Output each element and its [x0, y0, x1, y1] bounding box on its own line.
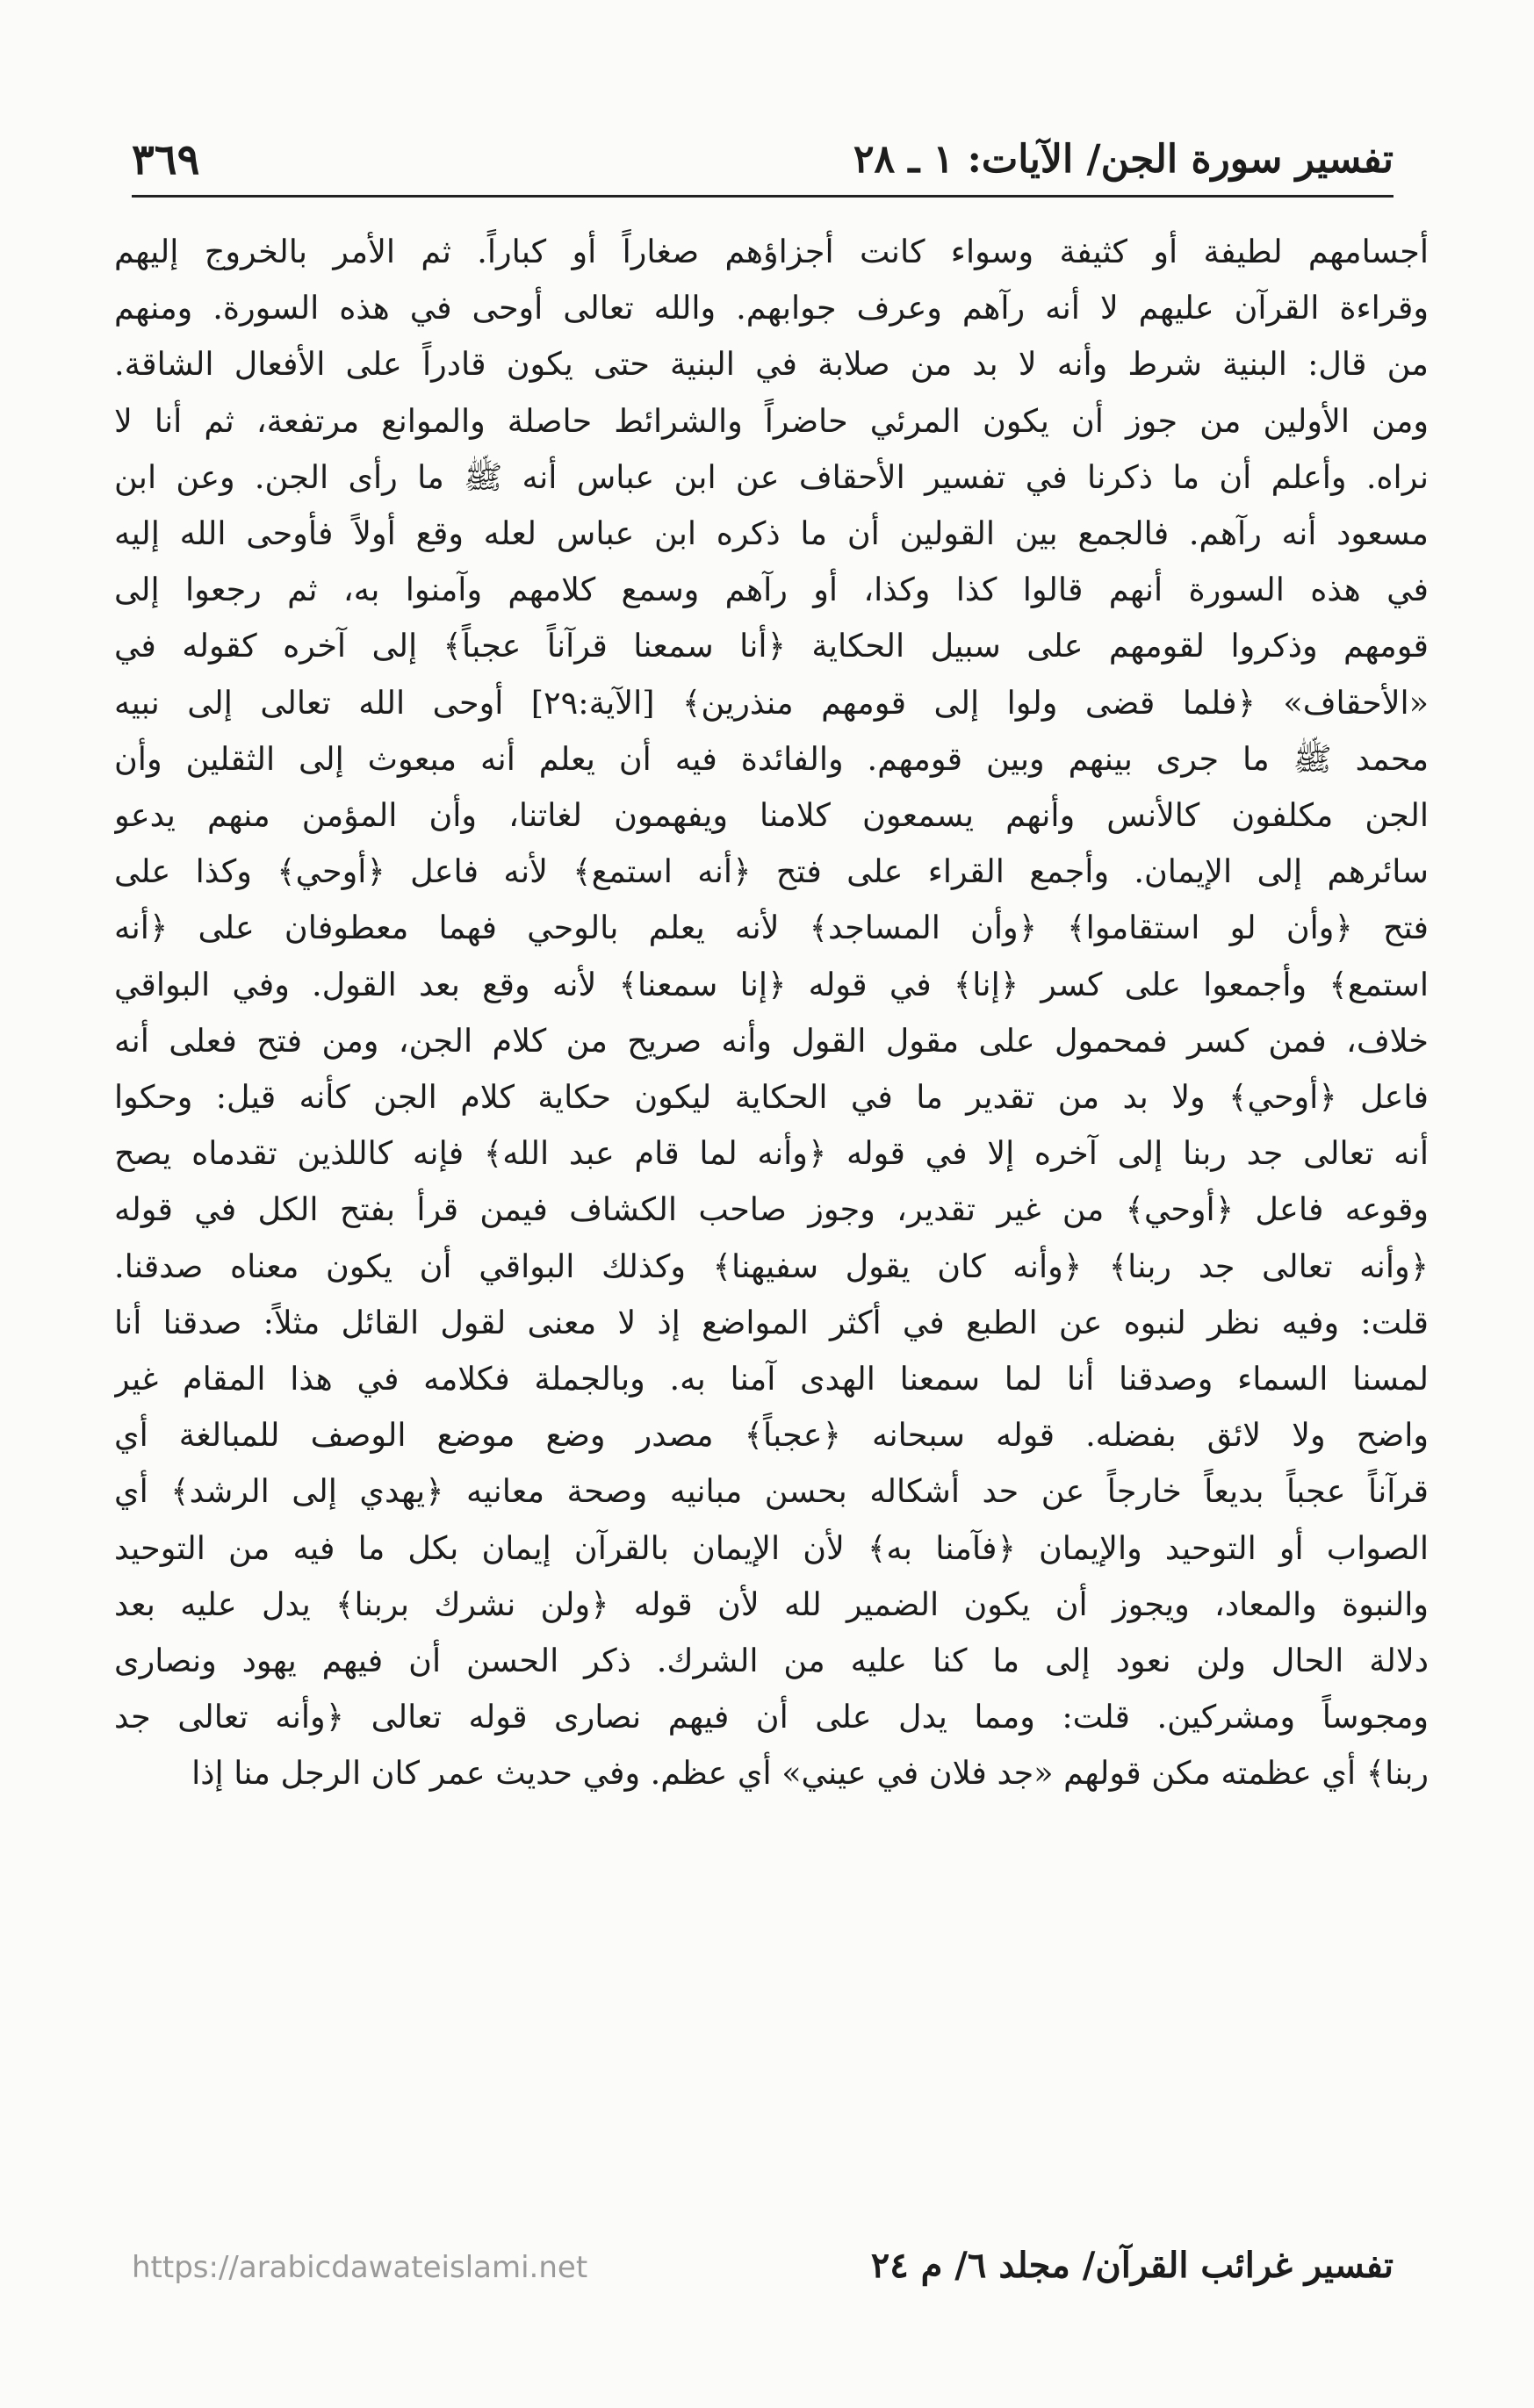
page-footer	[132, 2235, 1394, 2297]
volume-reference: تفسير غرائب القرآن/ مجلد ٦/ م ٢٤	[870, 2245, 1394, 2286]
text-line: ومجوساً ومشركين. قلت: ومما يدل على أن فيهم نصارى قوله تعالى ﴿وأنه تعالى جد	[114, 1698, 1429, 1736]
text-line: دلالة الحال ولن نعود إلى ما كنا عليه من الشرك. ذكر الحسن أن فيهم يهود ونصارى	[114, 1642, 1429, 1680]
text-line: سائرهم إلى الإيمان. وأجمع القراء على فتح ﴿أنه استمع﴾ لأنه فاعل ﴿أوحي﴾ وكذا على	[114, 852, 1429, 891]
running-header	[132, 132, 1394, 198]
text-line: خلاف، فمن كسر فمحمول على مقول القول وأنه صريح من كلام الجن، ومن فتح فعلى أنه	[114, 1021, 1429, 1060]
text-line: «الأحقاف» ﴿فلما قضى ولوا إلى قومهم منذرين﴾ [الآية:٢٩] أوحى الله تعالى إلى نبيه	[114, 683, 1429, 722]
text-line: وقوعه فاعل ﴿أوحي﴾ من غير تقدير، وجوز صاحب الكشاف فيمن قرأ بفتح الكل في قوله	[114, 1190, 1429, 1229]
text-line: قومهم وذكروا لقومهم على سبيل الحكاية ﴿أنا سمعنا قرآناً عجباً﴾ إلى آخره كقوله في	[114, 627, 1429, 665]
text-line: في هذه السورة أنهم قالوا كذا وكذا، أو رآهم وسمع كلامهم وآمنوا به، ثم رجعوا إلى	[114, 571, 1429, 609]
text-line: استمع﴾ وأجمعوا على كسر ﴿إنا﴾ في قوله ﴿إنا سمعنا﴾ لأنه وقع بعد القول. وفي البواقي	[114, 965, 1429, 1003]
text-line: واضح ولا لائق بفضله. قوله سبحانه ﴿عجباً﴾ مصدر وضع موضع الوصف للمبالغة أي	[114, 1416, 1429, 1455]
chapter-title: تفسير سورة الجن/ الآيات: ١ ـ ٢٨	[853, 137, 1394, 182]
page-number: ٣٦٩	[132, 135, 200, 184]
text-line: قلت: وفيه نظر لنبوه عن الطبع في أكثر المواضع إذ لا معنى لقول القائل مثلاً: صدقنا أنا	[114, 1303, 1429, 1341]
text-line: من قال: البنية شرط وأنه لا بد من صلابة في البنية حتى يكون قادراً على الأفعال الشاقة.	[114, 345, 1429, 384]
text-line: لمسنا السماء وصدقنا أنا لما سمعنا الهدى آمنا به. وبالجملة فكلامه في هذا المقام غير	[114, 1360, 1429, 1398]
text-line: الصواب أو التوحيد والإيمان ﴿فآمنا به﴾ لأن الإيمان بالقرآن إيمان بكل ما فيه من التوحيد	[114, 1528, 1429, 1567]
text-line: ﴿وأنه تعالى جد ربنا﴾ ﴿وأنه كان يقول سفيهنا﴾ وكذلك البواقي أن يكون معناه صدقنا.	[114, 1247, 1429, 1285]
text-line: نراه. وأعلم أن ما ذكرنا في تفسير الأحقاف عن ابن عباس أنه ﷺ ما رأى الجن. وعن ابن	[114, 457, 1429, 496]
text-line: قرآناً عجباً بديعاً خارجاً عن حد أشكاله بحسن مبانيه وصحة معانيه ﴿يهدي إلى الرشد﴾ أي	[114, 1472, 1429, 1511]
body-text	[114, 224, 1429, 1802]
text-line: ربنا﴾ أي عظمته مكن قولهم «جد فلان في عيني» أي عظم. وفي حديث عمر كان الرجل منا إذا	[191, 1754, 1429, 1793]
text-line: محمد ﷺ ما جرى بينهم وبين قومهم. والفائدة فيه أن يعلم أنه مبعوث إلى الثقلين وأن	[114, 739, 1429, 778]
text-line: مسعود أنه رآهم. فالجمع بين القولين أن ما ذكره ابن عباس لعله وقع أولاً فأوحى الله إليه	[114, 514, 1429, 553]
text-line: والنبوة والمعاد، ويجوز أن يكون الضمير لله لأن قوله ﴿ولن نشرك بربنا﴾ يدل عليه بعد	[114, 1585, 1429, 1623]
text-line: أنه تعالى جد ربنا إلى آخره إلا في قوله ﴿وأنه لما قام عبد الله﴾ فإنه كاللذين تقدماه يصح	[114, 1134, 1429, 1173]
text-line: فتح ﴿وأن لو استقاموا﴾ ﴿وأن المساجد﴾ لأنه يعلم بالوحي فهما معطوفان على ﴿أنه	[114, 909, 1429, 947]
text-line: ومن الأولين من جوز أن يكون المرئي حاضراً والشرائط حاصلة والموانع مرتفعة، ثم أنا لا	[114, 401, 1429, 440]
text-line: فاعل ﴿أوحي﴾ ولا بد من تقدير ما في الحكاية ليكون حكاية كلام الجن كأنه قيل: وحكوا	[114, 1078, 1429, 1117]
text-line: أجسامهم لطيفة أو كثيفة وسواء كانت أجزاؤهم صغاراً أو كباراً. ثم الأمر بالخروج إليهم	[114, 233, 1429, 270]
source-watermark: https://arabicdawateislami.net	[132, 2250, 588, 2285]
text-line: وقراءة القرآن عليهم لا أنه رآهم وعرف جوابهم. والله تعالى أوحى في هذه السورة. ومنهم	[114, 289, 1429, 327]
text-line: الجن مكلفون كالأنس وأنهم يسمعون كلامنا ويفهمون لغاتنا، وأن المؤمن منهم يدعو	[114, 796, 1429, 835]
